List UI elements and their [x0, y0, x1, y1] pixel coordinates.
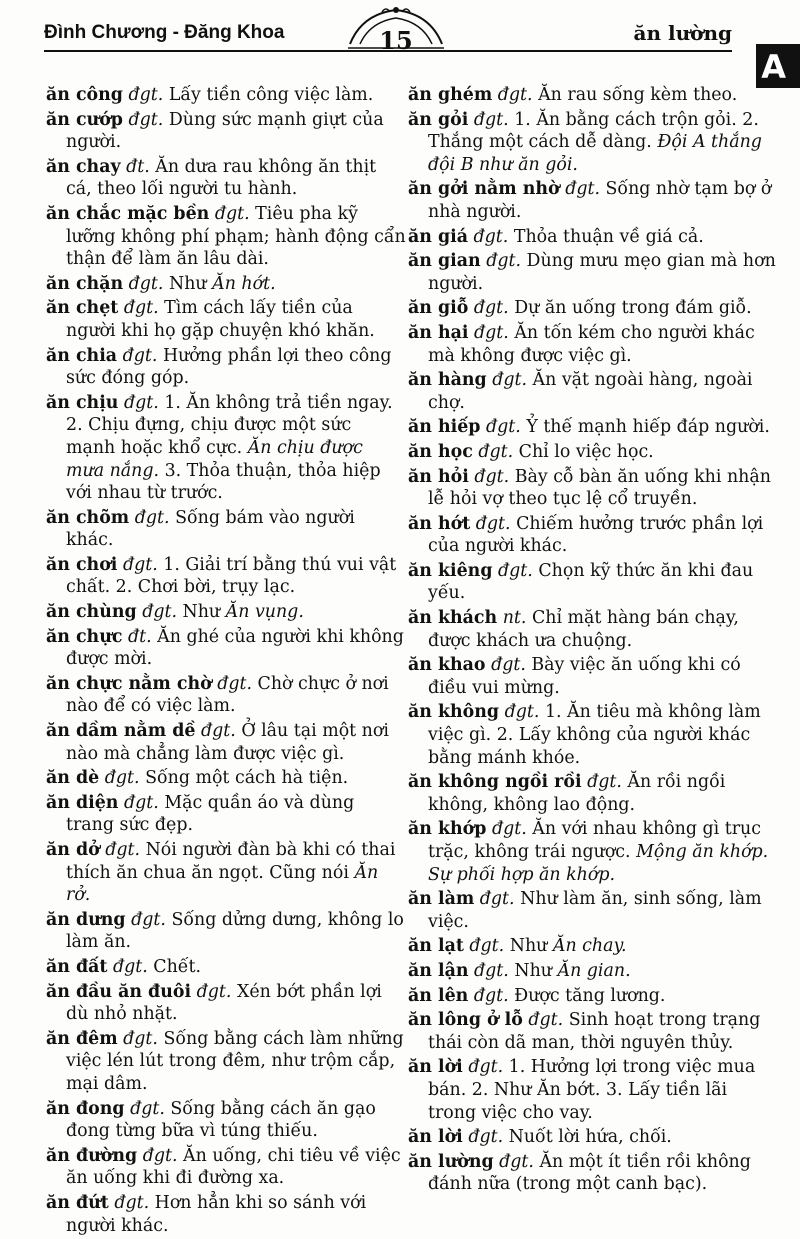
- entry-part-of-speech: đgt.: [587, 772, 622, 793]
- entry-headword: ăn hỏi: [408, 466, 469, 487]
- entry-headword: ăn chùng: [46, 602, 137, 623]
- entry-part-of-speech: đgt.: [497, 85, 533, 105]
- entry-part-of-speech: đgt.: [469, 936, 505, 957]
- entry-definition: Ăn ghé của người khi không được mời.: [66, 626, 404, 670]
- dictionary-entry: [46, 981, 406, 1026]
- entry-headword: ăn chực: [46, 626, 123, 647]
- dictionary-entry: [408, 178, 776, 223]
- entry-part-of-speech: đgt.: [200, 721, 236, 742]
- dictionary-entry: [46, 345, 406, 390]
- dictionary-entry: [46, 392, 406, 505]
- entry-definition: Ăn uống, chi tiêu về việc ăn uống khi đi đường xa.: [66, 1145, 401, 1189]
- entry-part-of-speech: nt.: [502, 608, 527, 629]
- entry-definition: Ăn rau sống kèm theo.: [538, 85, 738, 105]
- header-authors: Đình Chương - Đăng Khoa: [44, 22, 285, 43]
- entry-headword: ăn ghém: [408, 85, 493, 105]
- entry-definition: Lấy tiền công việc làm.: [168, 85, 374, 105]
- entry-definition: Dự ăn uống trong đám giỗ.: [514, 298, 752, 319]
- entry-definition: Ở lâu tại một nơi nào mà chẳng làm được việc gì.: [66, 721, 389, 764]
- dictionary-entry: [46, 273, 406, 296]
- entry-headword: ăn lường: [408, 1151, 494, 1172]
- dictionary-entry: [408, 297, 776, 320]
- entry-headword: ăn chịu: [46, 392, 119, 413]
- entry-part-of-speech: đgt.: [122, 345, 158, 366]
- entry-definition: Sống bằng cách làm những việc lén lút trong đêm, như trộm cắp, mại dâm.: [66, 1028, 404, 1094]
- entry-part-of-speech: đgt.: [128, 109, 164, 130]
- entry-part-of-speech: đgt.: [114, 1192, 150, 1213]
- dictionary-entry: [46, 792, 406, 837]
- entry-part-of-speech: đgt.: [478, 441, 514, 462]
- entry-definition: Như: [168, 273, 207, 294]
- dictionary-entry: [46, 767, 406, 790]
- entry-headword: ăn đất: [46, 956, 108, 977]
- entry-headword: ăn không ngồi rồi: [408, 772, 582, 793]
- entry-headword: ăn đầu ăn đuôi: [46, 981, 192, 1002]
- entry-part-of-speech: đgt.: [491, 655, 526, 676]
- entry-part-of-speech: đgt.: [134, 507, 170, 528]
- entry-part-of-speech: đgt.: [474, 322, 509, 343]
- entry-part-of-speech: đgt.: [130, 1098, 165, 1119]
- dictionary-entry: [46, 1098, 406, 1143]
- entry-part-of-speech: đgt.: [104, 768, 140, 789]
- entry-headword: ăn chõm: [46, 507, 130, 528]
- entry-part-of-speech: đgt.: [123, 1028, 158, 1049]
- entry-headword: ăn diện: [46, 792, 119, 813]
- dictionary-entry: [408, 818, 776, 886]
- dictionary-entry: [408, 1056, 776, 1124]
- entry-part-of-speech: đgt.: [468, 1057, 504, 1078]
- entry-part-of-speech: đgt.: [123, 298, 159, 319]
- entry-part-of-speech: đgt.: [473, 298, 509, 319]
- entry-definition: Mặc quần áo và dùng trang sức đẹp.: [66, 792, 355, 836]
- entry-definition: Như làm ăn, sinh sống, làm việc.: [428, 889, 762, 932]
- entry-definition: Sống bằng cách ăn gạo đong từng bữa vì túng thiếu.: [66, 1098, 376, 1142]
- entry-part-of-speech: đgt.: [473, 985, 509, 1006]
- entry-definition: 1. Hưởng lợi trong việc mua bán. 2. Như Ăn bớt. 3. Lấy tiền lãi trong việc cho vay.: [428, 1057, 756, 1123]
- dictionary-entry: [46, 909, 406, 954]
- dictionary-entry: [408, 560, 776, 605]
- entry-definition-cont: 3. Thỏa thuận, thỏa hiệp với nhau từ trước.: [66, 460, 381, 504]
- dictionary-entry: [408, 466, 776, 511]
- entry-example: Ăn rở.: [66, 862, 379, 906]
- entry-headword: ăn khách: [408, 608, 498, 629]
- dictionary-entry: [46, 626, 406, 671]
- entry-headword: ăn khớp: [408, 819, 487, 840]
- dictionary-entry: [46, 84, 406, 107]
- entry-headword: ăn chay: [46, 156, 121, 177]
- entry-headword: ăn gởi nằm nhờ: [408, 179, 560, 200]
- dictionary-entry: [46, 601, 406, 624]
- entry-definition: 1. Ăn tiêu mà không làm việc gì. 2. Lấy không của người khác bằng mánh khóe.: [428, 702, 761, 768]
- entry-definition: Được tăng lương.: [514, 985, 666, 1006]
- dictionary-entry: [408, 985, 776, 1008]
- entry-part-of-speech: đgt.: [474, 960, 509, 981]
- entry-example: Ăn vụng.: [225, 602, 304, 623]
- entry-part-of-speech: đgt.: [565, 179, 600, 200]
- entry-headword: ăn chặn: [46, 273, 124, 294]
- entry-headword: ăn đứt: [46, 1192, 109, 1213]
- page-header: [0, 0, 800, 62]
- entry-part-of-speech: đgt.: [128, 85, 164, 105]
- entry-example: Ăn hớt.: [212, 273, 276, 294]
- entry-example: Mộng ăn khớp. Sự phối hợp ăn khớp.: [428, 842, 769, 885]
- entry-headword: ăn chia: [46, 345, 118, 366]
- dictionary-entry: [408, 369, 776, 414]
- entry-definition: Tìm cách lấy tiền của người khi họ gặp chuyện khó khăn.: [66, 298, 375, 341]
- left-column: [46, 84, 406, 1239]
- dictionary-entry: [408, 1151, 776, 1196]
- dictionary-entry: [408, 513, 776, 558]
- entry-headword: ăn hại: [408, 322, 469, 343]
- entry-part-of-speech: đgt.: [528, 1010, 564, 1031]
- entry-part-of-speech: đgt.: [485, 417, 521, 438]
- entry-headword: ăn không: [408, 702, 500, 723]
- dictionary-entry: [46, 673, 406, 718]
- entry-definition: Sống bám vào người khác.: [66, 507, 355, 551]
- dictionary-entry: [408, 441, 776, 464]
- dictionary-entry: [46, 109, 406, 154]
- entry-definition: Sống một cách hà tiện.: [145, 768, 349, 789]
- dictionary-entry: [408, 226, 776, 249]
- entry-part-of-speech: đgt.: [473, 109, 509, 130]
- entry-part-of-speech: đgt.: [131, 909, 166, 930]
- entry-headword: ăn lời: [408, 1127, 463, 1148]
- dictionary-entry: [46, 720, 406, 765]
- dictionary-entry: [408, 654, 776, 699]
- entry-headword: ăn làm: [408, 889, 475, 910]
- guide-word: ăn lường: [633, 21, 732, 45]
- dictionary-entry: [408, 935, 776, 958]
- header-rule: [44, 50, 732, 52]
- dictionary-entry: [46, 1028, 406, 1096]
- entry-definition: Nuốt lời hứa, chối.: [508, 1127, 672, 1148]
- dictionary-entry: [46, 297, 406, 342]
- entry-headword: ăn chực nằm chờ: [46, 673, 212, 694]
- dictionary-entry: [408, 960, 776, 983]
- entry-headword: ăn gian: [408, 251, 481, 272]
- entry-headword: ăn lông ở lỗ: [408, 1010, 523, 1031]
- entry-part-of-speech: đgt.: [105, 840, 141, 860]
- entry-definition: Sinh hoạt trong trạng thái còn dã man, thời nguyên thủy.: [428, 1010, 761, 1053]
- entry-definition: Hơn hẳn khi so sánh với người khác.: [66, 1192, 367, 1236]
- entry-part-of-speech: đgt.: [473, 226, 509, 247]
- entry-definition: Như: [514, 960, 552, 981]
- dictionary-entry: [46, 1145, 406, 1190]
- entry-headword: ăn chơi: [46, 554, 118, 575]
- entry-definition: Chiếm hưởng trước phần lợi của người khác.: [428, 513, 764, 557]
- entry-headword: ăn kiêng: [408, 560, 493, 581]
- page-number-badge: [342, 4, 450, 56]
- dictionary-entry: [46, 1192, 406, 1237]
- entry-definition: Sống nhờ tạm bợ ở nhà người.: [428, 179, 772, 222]
- entry-part-of-speech: đgt.: [479, 889, 515, 910]
- entry-definition: 1. Ăn bằng cách trộn gỏi. 2. Thắng một cách dễ dàng.: [428, 109, 759, 153]
- entry-part-of-speech: đgt.: [474, 466, 510, 487]
- entry-part-of-speech: đgt.: [128, 273, 164, 294]
- entry-part-of-speech: đgt.: [196, 981, 232, 1002]
- entry-definition: Tiêu pha kỹ lưỡng không phí phạm; hành động cẩn thận để làm ăn lâu dài.: [66, 203, 406, 270]
- entry-headword: ăn giỗ: [408, 298, 469, 319]
- dictionary-entry: [46, 156, 406, 201]
- entry-headword: ăn hàng: [408, 370, 487, 391]
- entry-part-of-speech: đgt.: [486, 251, 521, 272]
- entry-part-of-speech: đgt.: [122, 554, 158, 575]
- dictionary-entry: [408, 607, 776, 652]
- entry-example: Ăn chay.: [552, 936, 627, 957]
- entry-definition: Ỷ thế mạnh hiếp đáp người.: [526, 417, 770, 438]
- thumb-index-letter: A: [761, 48, 786, 86]
- entry-part-of-speech: đt.: [127, 626, 152, 647]
- entry-part-of-speech: đgt.: [499, 1151, 534, 1172]
- entry-part-of-speech: đgt.: [142, 1145, 178, 1166]
- entry-headword: ăn lạt: [408, 936, 464, 957]
- entry-definition: Hưởng phần lợi theo công sức đóng góp.: [66, 345, 392, 389]
- entry-part-of-speech: đt.: [126, 156, 150, 177]
- entry-headword: ăn học: [408, 441, 473, 462]
- entry-headword: ăn hiếp: [408, 417, 481, 438]
- entry-part-of-speech: đgt.: [492, 370, 528, 391]
- entry-headword: ăn chắc mặc bền: [46, 203, 210, 224]
- entry-headword: ăn dè: [46, 768, 100, 789]
- dictionary-entry: [46, 507, 406, 552]
- entry-headword: ăn gỏi: [408, 109, 469, 130]
- entry-headword: ăn hớt: [408, 513, 471, 534]
- entry-definition: Chết.: [153, 956, 202, 977]
- entry-definition: Sống dửng dưng, không lo làm ăn.: [66, 909, 404, 953]
- entry-definition: Xén bớt phần lợi dù nhỏ nhặt.: [66, 981, 382, 1025]
- entry-headword: ăn đong: [46, 1098, 125, 1119]
- entry-definition: Ăn rồi ngồi không, không lao động.: [428, 772, 726, 815]
- entry-headword: ăn giá: [408, 226, 469, 247]
- dictionary-entry: [408, 771, 776, 816]
- entry-part-of-speech: đgt.: [123, 792, 159, 813]
- dictionary-entry: [46, 203, 406, 271]
- entry-definition: Chỉ mặt hàng bán chạy, được khách ưa chuộng.: [428, 608, 739, 651]
- entry-example: Ăn gian.: [557, 960, 631, 981]
- entry-part-of-speech: đgt.: [475, 513, 511, 534]
- entry-headword: ăn cướp: [46, 109, 123, 130]
- dictionary-entry: [46, 956, 406, 979]
- entry-definition: Ăn tốn kém cho người khác mà không được việc gì.: [428, 322, 755, 366]
- dictionary-entry: [408, 888, 776, 933]
- entry-part-of-speech: đgt.: [504, 702, 540, 723]
- dictionary-entry: [408, 84, 776, 107]
- entry-definition: Ăn một ít tiền rồi không đánh nữa (trong một canh bạc).: [428, 1151, 751, 1195]
- entry-part-of-speech: đgt.: [112, 956, 148, 977]
- entry-definition: Dùng mưu mẹo gian mà hơn người.: [428, 251, 776, 294]
- entry-definition: Như: [509, 936, 548, 957]
- entry-headword: ăn lên: [408, 985, 469, 1006]
- entry-headword: ăn chẹt: [46, 298, 119, 319]
- entry-headword: ăn công: [46, 85, 123, 105]
- entry-headword: ăn dầm nằm dề: [46, 721, 196, 742]
- right-column: [408, 84, 776, 1198]
- entry-definition: 1. Giải trí bằng thú vui vật chất. 2. Chơi bời, trụy lạc.: [66, 554, 397, 598]
- entry-example: Đội A thắng đội B như ăn gỏi.: [428, 132, 762, 175]
- entry-part-of-speech: đgt.: [217, 673, 253, 694]
- entry-headword: ăn đêm: [46, 1028, 118, 1049]
- entry-part-of-speech: đgt.: [123, 392, 159, 413]
- entry-definition: 1. Ăn không trả tiền ngay. 2. Chịu đựng, chịu được một sức mạnh hoặc khổ cực.: [66, 392, 393, 458]
- dictionary-entry: [408, 416, 776, 439]
- entry-definition: Nói người đàn bà khi có thai thích ăn chua ăn ngọt. Cũng nói: [66, 840, 396, 883]
- dictionary-entry: [408, 322, 776, 367]
- entry-definition: Dùng sức mạnh giựt của người.: [66, 109, 384, 153]
- dictionary-entry: [408, 109, 776, 177]
- entry-part-of-speech: đgt.: [498, 560, 533, 581]
- dictionary-entry: [408, 701, 776, 769]
- entry-definition: Chỉ lo việc học.: [518, 441, 654, 462]
- entry-definition: Chọn kỹ thức ăn khi đau yếu.: [428, 560, 754, 604]
- entry-definition: Bày cỗ bàn ăn uống khi nhận lễ hỏi vợ theo tục lệ cổ truyền.: [428, 466, 771, 510]
- entry-definition: Thỏa thuận về giá cả.: [513, 226, 704, 247]
- entry-example: Ăn chịu được mưa nắng.: [66, 437, 363, 481]
- dictionary-entry: [46, 839, 406, 907]
- entry-definition: Ăn dưa rau không ăn thịt cá, theo lối người tu hành.: [66, 156, 377, 200]
- entry-headword: ăn lời: [408, 1057, 463, 1078]
- dictionary-entry: [46, 554, 406, 599]
- entry-definition: Ăn với nhau không gì trục trặc, không trái ngược.: [428, 819, 761, 862]
- entry-definition: Bày việc ăn uống khi có điều vui mừng.: [428, 655, 741, 698]
- entry-definition: Ăn vặt ngoài hàng, ngoài chợ.: [428, 370, 753, 413]
- dictionary-entry: [408, 1126, 776, 1149]
- entry-headword: ăn dưng: [46, 909, 126, 930]
- entry-part-of-speech: đgt.: [491, 819, 527, 840]
- entry-headword: ăn dở: [46, 840, 100, 860]
- entry-part-of-speech: đgt.: [214, 203, 250, 224]
- entry-part-of-speech: đgt.: [468, 1127, 504, 1148]
- entry-headword: ăn khao: [408, 655, 486, 676]
- page-number: 15: [379, 26, 413, 55]
- entry-headword: ăn lận: [408, 960, 469, 981]
- entry-definition: Như: [182, 602, 221, 623]
- entry-headword: ăn đường: [46, 1145, 138, 1166]
- dictionary-entry: [408, 1009, 776, 1054]
- entry-definition: Chờ chực ở nơi nào để có việc làm.: [66, 673, 389, 717]
- dictionary-entry: [408, 250, 776, 295]
- entry-part-of-speech: đgt.: [142, 602, 177, 623]
